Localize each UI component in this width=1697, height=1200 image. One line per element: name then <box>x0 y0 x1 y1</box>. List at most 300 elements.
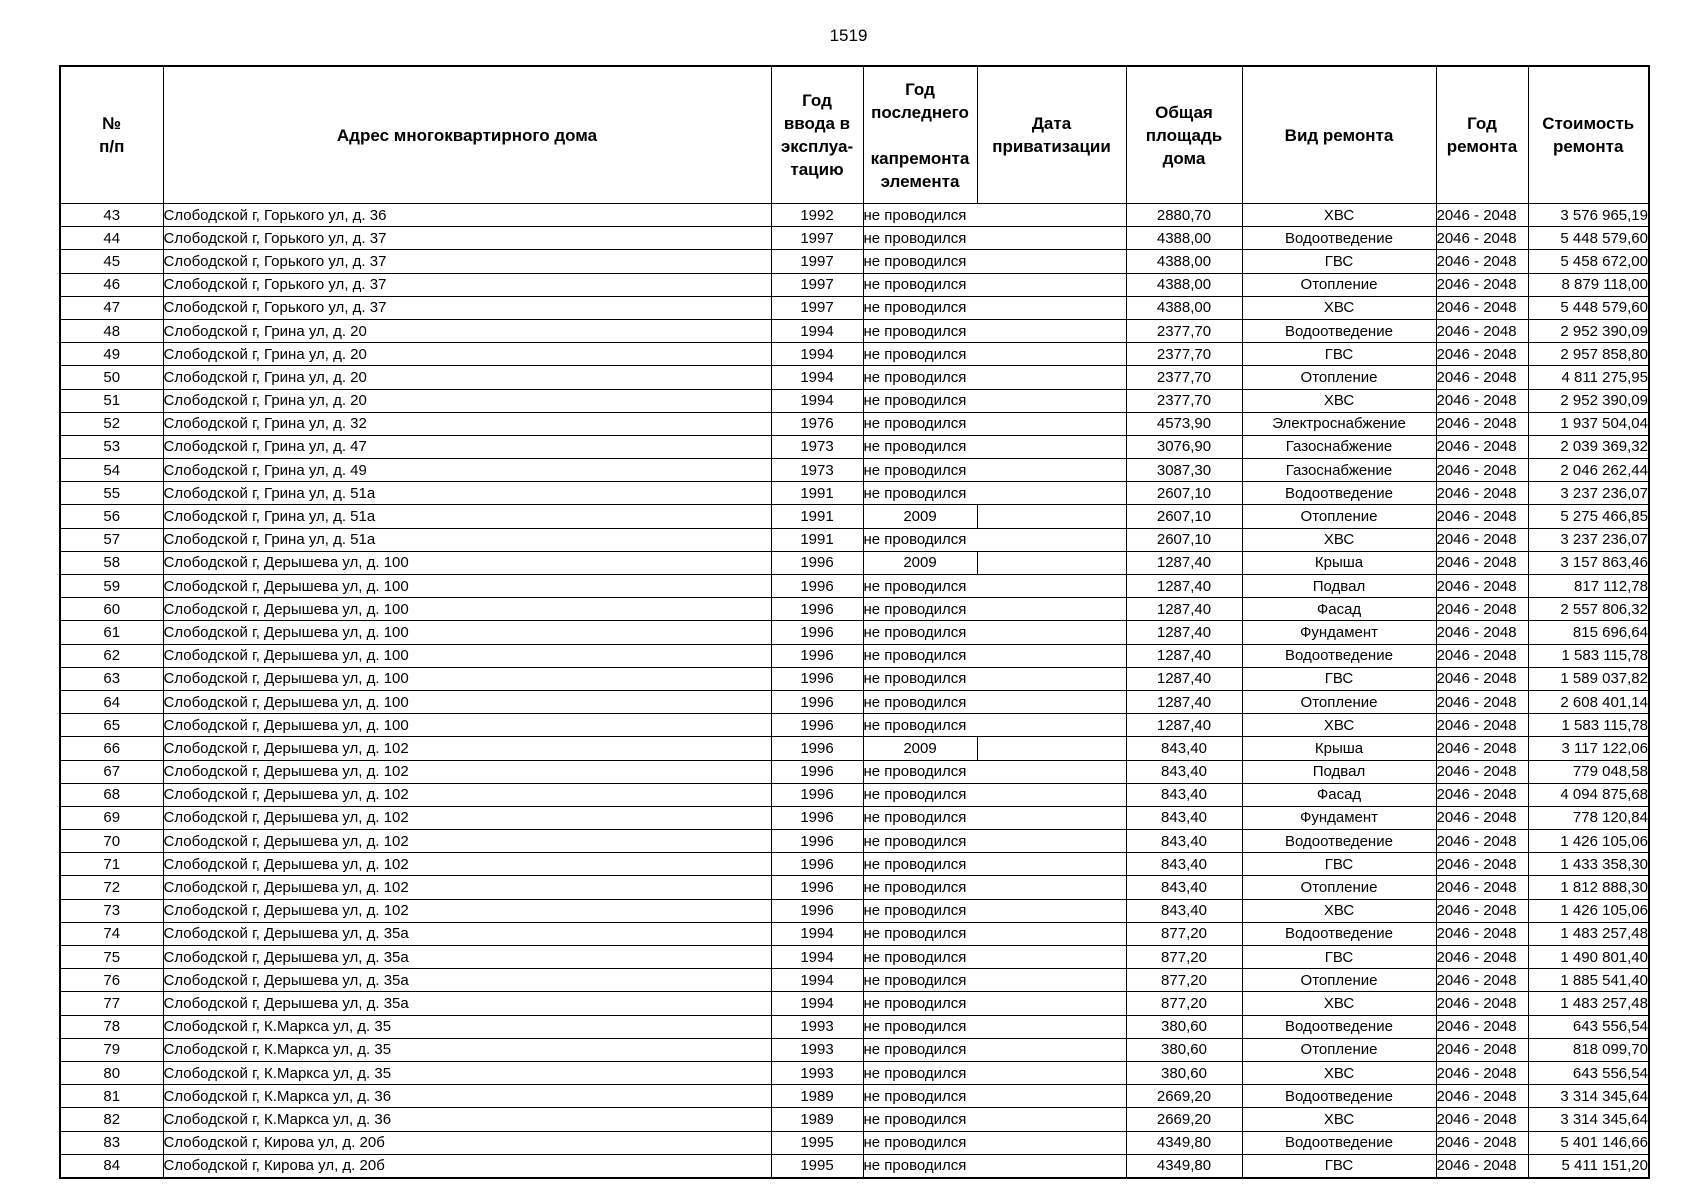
cell-repair-type: Подвал <box>1242 760 1436 783</box>
cell-repair-period: 2046 - 2048 <box>1436 204 1528 227</box>
cell-repair-period: 2046 - 2048 <box>1436 296 1528 319</box>
cell-year-built: 1992 <box>771 204 863 227</box>
cell-privatization <box>977 366 1126 389</box>
cell-cost: 5 448 579,60 <box>1528 227 1649 250</box>
cell-privatization <box>977 783 1126 806</box>
cell-row-number: 76 <box>60 969 163 992</box>
cell-repair-period: 2046 - 2048 <box>1436 969 1528 992</box>
cell-address: Слободской г, Грина ул, д. 20 <box>163 389 771 412</box>
cell-cost: 643 556,54 <box>1528 1061 1649 1084</box>
cell-row-number: 55 <box>60 482 163 505</box>
header-line: ремонта <box>1553 137 1624 156</box>
cell-row-number: 50 <box>60 366 163 389</box>
cell-row-number: 82 <box>60 1108 163 1131</box>
table-row <box>60 853 1649 876</box>
table-row <box>60 528 1649 551</box>
cell-repair-period: 2046 - 2048 <box>1436 528 1528 551</box>
cell-cost: 2 952 390,09 <box>1528 319 1649 342</box>
cell-cost: 3 314 345,64 <box>1528 1108 1649 1131</box>
cell-area: 4388,00 <box>1126 273 1242 296</box>
cell-privatization <box>977 551 1126 574</box>
cell-row-number: 67 <box>60 760 163 783</box>
table-row <box>60 273 1649 296</box>
cell-area: 843,40 <box>1126 899 1242 922</box>
cell-last-repair: не проводился <box>863 1038 977 1061</box>
cell-cost: 5 448 579,60 <box>1528 296 1649 319</box>
cell-row-number: 73 <box>60 899 163 922</box>
cell-repair-type: Фундамент <box>1242 621 1436 644</box>
header-repair-type <box>1242 66 1436 204</box>
cell-address: Слободской г, Грина ул, д. 49 <box>163 459 771 482</box>
cell-year-built: 1994 <box>771 922 863 945</box>
table-row <box>60 806 1649 829</box>
table-body <box>60 204 1649 1178</box>
cell-address: Слободской г, Грина ул, д. 51а <box>163 505 771 528</box>
table-row <box>60 1085 1649 1108</box>
cell-year-built: 1995 <box>771 1131 863 1154</box>
cell-area: 2669,20 <box>1126 1085 1242 1108</box>
cell-repair-period: 2046 - 2048 <box>1436 482 1528 505</box>
cell-repair-type: Газоснабжение <box>1242 459 1436 482</box>
cell-year-built: 1973 <box>771 435 863 458</box>
cell-repair-period: 2046 - 2048 <box>1436 830 1528 853</box>
cell-area: 380,60 <box>1126 1038 1242 1061</box>
cell-repair-period: 2046 - 2048 <box>1436 714 1528 737</box>
cell-privatization <box>977 505 1126 528</box>
header-line <box>864 124 977 147</box>
cell-repair-period: 2046 - 2048 <box>1436 435 1528 458</box>
cell-last-repair: не проводился <box>863 946 977 969</box>
cell-area: 380,60 <box>1126 1015 1242 1038</box>
cell-address: Слободской г, Грина ул, д. 32 <box>163 412 771 435</box>
cell-repair-period: 2046 - 2048 <box>1436 644 1528 667</box>
cell-repair-type: Отопление <box>1242 1038 1436 1061</box>
cell-last-repair: не проводился <box>863 806 977 829</box>
cell-cost: 3 237 236,07 <box>1528 528 1649 551</box>
cell-year-built: 1996 <box>771 714 863 737</box>
cell-privatization <box>977 459 1126 482</box>
cell-row-number: 79 <box>60 1038 163 1061</box>
header-privatization <box>977 66 1126 204</box>
cell-cost: 8 879 118,00 <box>1528 273 1649 296</box>
cell-address: Слободской г, К.Маркса ул, д. 35 <box>163 1061 771 1084</box>
cell-repair-period: 2046 - 2048 <box>1436 1131 1528 1154</box>
cell-area: 3076,90 <box>1126 435 1242 458</box>
cell-area: 4573,90 <box>1126 412 1242 435</box>
cell-area: 1287,40 <box>1126 598 1242 621</box>
cell-year-built: 1996 <box>771 760 863 783</box>
cell-year-built: 1997 <box>771 273 863 296</box>
cell-year-built: 1996 <box>771 899 863 922</box>
table-row <box>60 1108 1649 1131</box>
cell-year-built: 1996 <box>771 783 863 806</box>
header-line: Дата <box>1031 114 1072 133</box>
cell-row-number: 74 <box>60 922 163 945</box>
cell-year-built: 1996 <box>771 644 863 667</box>
cell-privatization <box>977 1108 1126 1131</box>
table-row <box>60 250 1649 273</box>
cell-privatization <box>977 969 1126 992</box>
cell-repair-type: ХВС <box>1242 296 1436 319</box>
cell-cost: 778 120,84 <box>1528 806 1649 829</box>
cell-area: 1287,40 <box>1126 714 1242 737</box>
cell-cost: 1 433 358,30 <box>1528 853 1649 876</box>
header-line: площадь <box>1145 125 1223 145</box>
cell-repair-type: Фундамент <box>1242 806 1436 829</box>
table-row <box>60 343 1649 366</box>
header-cost <box>1528 66 1649 204</box>
cell-privatization <box>977 273 1126 296</box>
cell-repair-type: ГВС <box>1242 853 1436 876</box>
cell-last-repair: не проводился <box>863 343 977 366</box>
cell-address: Слободской г, Дерышева ул, д. 100 <box>163 667 771 690</box>
cell-cost: 1 812 888,30 <box>1528 876 1649 899</box>
cell-privatization <box>977 690 1126 713</box>
cell-address: Слободской г, Дерышева ул, д. 102 <box>163 737 771 760</box>
cell-privatization <box>977 1131 1126 1154</box>
cell-cost: 5 401 146,66 <box>1528 1131 1649 1154</box>
cell-privatization <box>977 899 1126 922</box>
cell-cost: 3 237 236,07 <box>1528 482 1649 505</box>
cell-repair-period: 2046 - 2048 <box>1436 1085 1528 1108</box>
cell-address: Слободской г, Дерышева ул, д. 102 <box>163 806 771 829</box>
cell-area: 843,40 <box>1126 783 1242 806</box>
cell-year-built: 1991 <box>771 505 863 528</box>
cell-area: 843,40 <box>1126 830 1242 853</box>
table-row <box>60 598 1649 621</box>
cell-address: Слободской г, Дерышева ул, д. 35а <box>163 946 771 969</box>
cell-cost: 2 557 806,32 <box>1528 598 1649 621</box>
header-line: Стоимость <box>1542 114 1635 133</box>
cell-row-number: 80 <box>60 1061 163 1084</box>
header-address <box>163 66 771 204</box>
cell-address: Слободской г, Дерышева ул, д. 100 <box>163 621 771 644</box>
cell-privatization <box>977 1015 1126 1038</box>
cell-address: Слободской г, Кирова ул, д. 20б <box>163 1154 771 1178</box>
cell-cost: 5 275 466,85 <box>1528 505 1649 528</box>
cell-last-repair: 2009 <box>863 737 977 760</box>
cell-address: Слободской г, Дерышева ул, д. 100 <box>163 598 771 621</box>
cell-area: 2669,20 <box>1126 1108 1242 1131</box>
header-line: элемента <box>880 171 960 191</box>
cell-year-built: 1996 <box>771 806 863 829</box>
cell-area: 4388,00 <box>1126 227 1242 250</box>
cell-address: Слободской г, К.Маркса ул, д. 35 <box>163 1015 771 1038</box>
cell-area: 1287,40 <box>1126 575 1242 598</box>
cell-year-built: 1997 <box>771 296 863 319</box>
cell-address: Слободской г, Дерышева ул, д. 35а <box>163 969 771 992</box>
cell-row-number: 52 <box>60 412 163 435</box>
cell-year-built: 1994 <box>771 992 863 1015</box>
cell-cost: 1 426 105,06 <box>1528 830 1649 853</box>
cell-cost: 3 157 863,46 <box>1528 551 1649 574</box>
cell-area: 877,20 <box>1126 969 1242 992</box>
cell-repair-period: 2046 - 2048 <box>1436 459 1528 482</box>
cell-repair-type: Отопление <box>1242 505 1436 528</box>
cell-privatization <box>977 992 1126 1015</box>
cell-row-number: 60 <box>60 598 163 621</box>
header-line: капремонта <box>870 148 970 168</box>
cell-repair-type: Водоотведение <box>1242 1015 1436 1038</box>
cell-privatization <box>977 667 1126 690</box>
cell-row-number: 53 <box>60 435 163 458</box>
cell-row-number: 71 <box>60 853 163 876</box>
cell-address: Слободской г, Грина ул, д. 20 <box>163 343 771 366</box>
cell-address: Слободской г, Горького ул, д. 37 <box>163 250 771 273</box>
cell-year-built: 1991 <box>771 482 863 505</box>
cell-year-built: 1996 <box>771 621 863 644</box>
cell-cost: 5 458 672,00 <box>1528 250 1649 273</box>
cell-year-built: 1997 <box>771 250 863 273</box>
cell-row-number: 46 <box>60 273 163 296</box>
cell-repair-period: 2046 - 2048 <box>1436 319 1528 342</box>
cell-last-repair: не проводился <box>863 459 977 482</box>
cell-privatization <box>977 1085 1126 1108</box>
cell-address: Слободской г, К.Маркса ул, д. 36 <box>163 1108 771 1131</box>
cell-address: Слободской г, Горького ул, д. 37 <box>163 273 771 296</box>
cell-repair-type: Крыша <box>1242 551 1436 574</box>
cell-area: 2377,70 <box>1126 343 1242 366</box>
cell-cost: 4 811 275,95 <box>1528 366 1649 389</box>
cell-repair-period: 2046 - 2048 <box>1436 922 1528 945</box>
cell-year-built: 1996 <box>771 575 863 598</box>
cell-last-repair: не проводился <box>863 899 977 922</box>
cell-row-number: 81 <box>60 1085 163 1108</box>
cell-cost: 1 583 115,78 <box>1528 714 1649 737</box>
cell-area: 4388,00 <box>1126 296 1242 319</box>
cell-year-built: 1993 <box>771 1038 863 1061</box>
cell-area: 2607,10 <box>1126 528 1242 551</box>
cell-last-repair: не проводился <box>863 1108 977 1131</box>
cell-year-built: 1994 <box>771 319 863 342</box>
table-row <box>60 459 1649 482</box>
cell-last-repair: не проводился <box>863 1015 977 1038</box>
cell-year-built: 1996 <box>771 876 863 899</box>
cell-repair-type: ГВС <box>1242 1154 1436 1178</box>
table-row <box>60 1038 1649 1061</box>
cell-row-number: 61 <box>60 621 163 644</box>
cell-year-built: 1976 <box>771 412 863 435</box>
page-number: 1519 <box>829 26 868 45</box>
cell-year-built: 1994 <box>771 366 863 389</box>
table-row <box>60 575 1649 598</box>
header-line: п/п <box>99 137 125 156</box>
cell-last-repair: не проводился <box>863 204 977 227</box>
cell-year-built: 1989 <box>771 1108 863 1131</box>
cell-year-built: 1994 <box>771 389 863 412</box>
cell-repair-type: ХВС <box>1242 528 1436 551</box>
cell-address: Слободской г, Горького ул, д. 36 <box>163 204 771 227</box>
cell-privatization <box>977 876 1126 899</box>
cell-area: 843,40 <box>1126 876 1242 899</box>
cell-privatization <box>977 204 1126 227</box>
cell-privatization <box>977 760 1126 783</box>
table-row <box>60 899 1649 922</box>
cell-repair-period: 2046 - 2048 <box>1436 783 1528 806</box>
cell-last-repair: не проводился <box>863 1131 977 1154</box>
cell-repair-period: 2046 - 2048 <box>1436 876 1528 899</box>
cell-row-number: 66 <box>60 737 163 760</box>
table-row <box>60 1154 1649 1178</box>
table-row <box>60 412 1649 435</box>
repair-plan-table <box>59 65 1650 1179</box>
cell-row-number: 56 <box>60 505 163 528</box>
cell-cost: 2 046 262,44 <box>1528 459 1649 482</box>
header-line: приватизации <box>992 137 1111 156</box>
cell-last-repair: не проводился <box>863 250 977 273</box>
cell-repair-type: Газоснабжение <box>1242 435 1436 458</box>
cell-repair-period: 2046 - 2048 <box>1436 853 1528 876</box>
cell-address: Слободской г, Дерышева ул, д. 102 <box>163 876 771 899</box>
cell-row-number: 75 <box>60 946 163 969</box>
cell-privatization <box>977 482 1126 505</box>
cell-row-number: 68 <box>60 783 163 806</box>
cell-repair-type: Подвал <box>1242 575 1436 598</box>
cell-cost: 1 589 037,82 <box>1528 667 1649 690</box>
cell-repair-period: 2046 - 2048 <box>1436 946 1528 969</box>
cell-last-repair: не проводился <box>863 853 977 876</box>
cell-repair-period: 2046 - 2048 <box>1436 343 1528 366</box>
cell-address: Слободской г, Грина ул, д. 51а <box>163 482 771 505</box>
cell-last-repair: не проводился <box>863 783 977 806</box>
header-line: Общая <box>1155 102 1213 122</box>
table-row <box>60 690 1649 713</box>
cell-area: 4349,80 <box>1126 1154 1242 1178</box>
cell-address: Слободской г, Дерышева ул, д. 100 <box>163 644 771 667</box>
table-row <box>60 319 1649 342</box>
cell-cost: 1 885 541,40 <box>1528 969 1649 992</box>
cell-last-repair: не проводился <box>863 667 977 690</box>
cell-repair-period: 2046 - 2048 <box>1436 760 1528 783</box>
cell-repair-type: ХВС <box>1242 204 1436 227</box>
cell-row-number: 78 <box>60 1015 163 1038</box>
table-row <box>60 366 1649 389</box>
cell-repair-type: Отопление <box>1242 969 1436 992</box>
cell-last-repair: не проводился <box>863 830 977 853</box>
cell-cost: 1 483 257,48 <box>1528 922 1649 945</box>
cell-row-number: 45 <box>60 250 163 273</box>
cell-privatization <box>977 250 1126 273</box>
header-line: ремонта <box>1446 137 1518 156</box>
cell-cost: 4 094 875,68 <box>1528 783 1649 806</box>
table-row <box>60 969 1649 992</box>
cell-last-repair: не проводился <box>863 366 977 389</box>
cell-year-built: 1996 <box>771 830 863 853</box>
table-row <box>60 1131 1649 1154</box>
cell-privatization <box>977 227 1126 250</box>
cell-last-repair: не проводился <box>863 1085 977 1108</box>
table-row <box>60 714 1649 737</box>
cell-row-number: 84 <box>60 1154 163 1178</box>
cell-row-number: 72 <box>60 876 163 899</box>
cell-address: Слободской г, Дерышева ул, д. 102 <box>163 830 771 853</box>
cell-row-number: 64 <box>60 690 163 713</box>
table-row <box>60 783 1649 806</box>
cell-year-built: 1996 <box>771 551 863 574</box>
cell-privatization <box>977 737 1126 760</box>
cell-address: Слободской г, Дерышева ул, д. 100 <box>163 714 771 737</box>
cell-address: Слободской г, Грина ул, д. 20 <box>163 319 771 342</box>
cell-repair-type: Водоотведение <box>1242 319 1436 342</box>
table-row <box>60 227 1649 250</box>
cell-repair-period: 2046 - 2048 <box>1436 250 1528 273</box>
cell-last-repair: не проводился <box>863 1154 977 1178</box>
table-row <box>60 922 1649 945</box>
cell-privatization <box>977 1061 1126 1084</box>
cell-area: 2377,70 <box>1126 366 1242 389</box>
cell-year-built: 1989 <box>771 1085 863 1108</box>
cell-repair-type: Крыша <box>1242 737 1436 760</box>
cell-last-repair: не проводился <box>863 227 977 250</box>
cell-row-number: 63 <box>60 667 163 690</box>
cell-address: Слободской г, К.Маркса ул, д. 35 <box>163 1038 771 1061</box>
cell-cost: 1 426 105,06 <box>1528 899 1649 922</box>
cell-privatization <box>977 343 1126 366</box>
cell-area: 843,40 <box>1126 853 1242 876</box>
cell-year-built: 1994 <box>771 969 863 992</box>
cell-cost: 818 099,70 <box>1528 1038 1649 1061</box>
cell-address: Слободской г, Грина ул, д. 20 <box>163 366 771 389</box>
table-header-row <box>60 66 1649 204</box>
cell-area: 877,20 <box>1126 992 1242 1015</box>
cell-repair-type: ГВС <box>1242 343 1436 366</box>
header-line: № <box>102 114 122 133</box>
cell-row-number: 43 <box>60 204 163 227</box>
cell-last-repair: не проводился <box>863 389 977 412</box>
header-year-built <box>771 66 863 204</box>
cell-cost: 2 952 390,09 <box>1528 389 1649 412</box>
cell-address: Слободской г, Дерышева ул, д. 100 <box>163 551 771 574</box>
cell-address: Слободской г, Горького ул, д. 37 <box>163 296 771 319</box>
header-line: эксплуа- <box>780 137 854 156</box>
cell-last-repair: не проводился <box>863 760 977 783</box>
cell-address: Слободской г, Дерышева ул, д. 102 <box>163 760 771 783</box>
cell-repair-type: Водоотведение <box>1242 482 1436 505</box>
cell-privatization <box>977 922 1126 945</box>
cell-repair-period: 2046 - 2048 <box>1436 992 1528 1015</box>
cell-repair-type: Водоотведение <box>1242 830 1436 853</box>
cell-repair-type: ГВС <box>1242 667 1436 690</box>
table-row <box>60 204 1649 227</box>
table-row <box>60 1061 1649 1084</box>
cell-area: 1287,40 <box>1126 621 1242 644</box>
cell-address: Слободской г, Кирова ул, д. 20б <box>163 1131 771 1154</box>
header-line: тацию <box>790 160 844 179</box>
cell-area: 877,20 <box>1126 922 1242 945</box>
cell-last-repair: не проводился <box>863 296 977 319</box>
table-row <box>60 667 1649 690</box>
cell-area: 1287,40 <box>1126 667 1242 690</box>
cell-address: Слободской г, Дерышева ул, д. 102 <box>163 783 771 806</box>
cell-cost: 3 117 122,06 <box>1528 737 1649 760</box>
table-row <box>60 621 1649 644</box>
cell-row-number: 83 <box>60 1131 163 1154</box>
table-row <box>60 876 1649 899</box>
cell-repair-period: 2046 - 2048 <box>1436 505 1528 528</box>
cell-repair-type: Фасад <box>1242 783 1436 806</box>
cell-address: Слободской г, Грина ул, д. 47 <box>163 435 771 458</box>
cell-cost: 1 937 504,04 <box>1528 412 1649 435</box>
cell-repair-type: Водоотведение <box>1242 644 1436 667</box>
table-row <box>60 760 1649 783</box>
table-row <box>60 644 1649 667</box>
cell-last-repair: не проводился <box>863 482 977 505</box>
table-row <box>60 946 1649 969</box>
cell-row-number: 70 <box>60 830 163 853</box>
cell-repair-period: 2046 - 2048 <box>1436 1154 1528 1178</box>
cell-area: 4388,00 <box>1126 250 1242 273</box>
cell-repair-type: ХВС <box>1242 714 1436 737</box>
